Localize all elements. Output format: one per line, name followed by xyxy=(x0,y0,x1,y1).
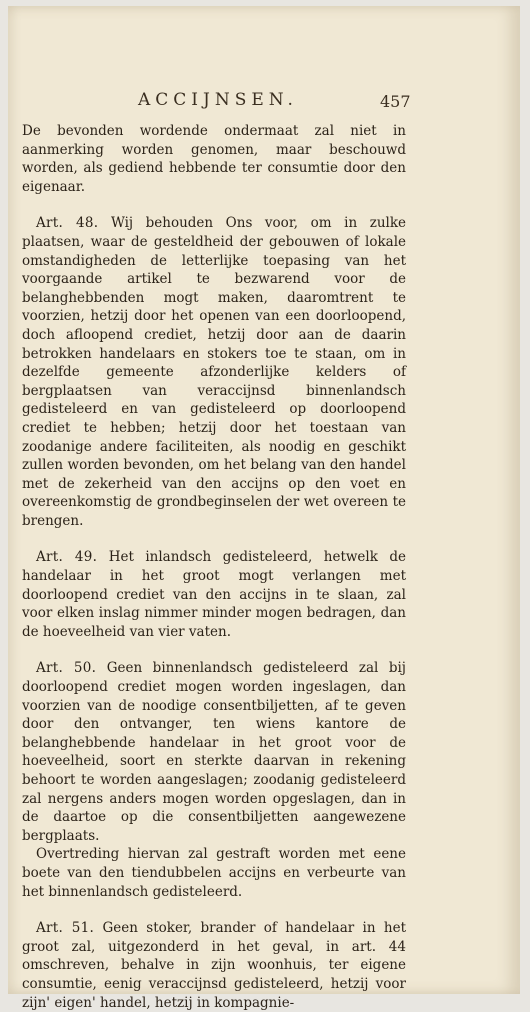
paragraph-text: Overtreding hiervan zal gestraft worden met eene boete van den tiendubbelen accijns en verbeurte van het binnenlandsch gedisteleerd. xyxy=(22,846,406,900)
paragraph-text: Wij behouden Ons voor, om in zulke plaatsen, waar de gesteldheid der gebouwen of lokale omstandigheden de letterlijke toepasing van het voorgaande artikel te bezwarend voor de belanghebbenden mogt maken, daaromtrent te voorzien, hetzij door het openen van een doorloopend, doch afloopend crediet, hetzij door aan de daarin betrokken handelaars en stokers toe te staan, om in dezelfde gemeente afzonderlijke kelders of bergplaatsen van veraccijnsd binnenlandsch gedisteleerd en van gedisteleerd op doorloopend crediet te hebben; hetzij door het toestaan van zoodanige andere faciliteiten, als noodig en geschikt zullen worden bevonden, om het belang van den handel met de zekerheid van den accijns op den voet en overeenkomstig de grondbeginselen der wet overeen te brengen. xyxy=(22,215,406,529)
paragraph-text: Geen stoker, brander of handelaar in het groot zal, uitgezonderd in het geval, in art. 44 omschreven, behalve in zijn woonhuis, ter eigene consumtie, eenig veraccijnsd gedisteleerd, hetzij voor zijn' eigen' handel, hetzij in kompagnie- xyxy=(22,920,406,1011)
article-50 xyxy=(22,659,406,845)
paragraph-text: Geen binnenlandsch gedisteleerd zal bij doorloopend crediet mogen worden ingeslagen, dan voorzien van de noodige consentbiljetten, af te geven door den ontvanger, ten wiens kantore de belanghebbende handelaar in het groot voor de hoeveelheid, soort en sterkte daarvan in rekening behoort te worden aangeslagen; zoodanig gedisteleerd zal nergens anders mogen worden opgeslagen, dan in de daartoe op die consentbiljetten aangewezene bergplaats. xyxy=(22,660,406,844)
paragraph-continuation xyxy=(22,122,406,196)
article-50-penalty xyxy=(22,845,406,901)
article-label: Art. 49. xyxy=(36,549,98,566)
page-header xyxy=(8,90,520,114)
article-label: Art. 51. xyxy=(36,920,95,937)
running-head: ACCIJNSEN. xyxy=(138,90,298,110)
article-49 xyxy=(22,548,406,641)
body-text xyxy=(22,122,406,1012)
book-page xyxy=(8,6,520,1011)
page-number: 457 xyxy=(380,92,411,111)
article-label: Art. 48. xyxy=(36,215,99,232)
paragraph-text: Het inlandsch gedisteleerd, hetwelk de handelaar in het groot mogt verlangen met doorloopend crediet van den accijns in te slaan, zal voor elken inslag nimmer minder mogen bedragen, dan de hoeveelheid van vier vaten. xyxy=(22,549,406,640)
article-48 xyxy=(22,214,406,530)
article-label: Art. 50. xyxy=(36,660,97,677)
article-51 xyxy=(22,919,406,1012)
paragraph-text: De bevonden wordende ondermaat zal niet in aanmerking worden genomen, maar beschouwd worden, als gediend hebbende ter consumtie door den eigenaar. xyxy=(22,123,406,195)
